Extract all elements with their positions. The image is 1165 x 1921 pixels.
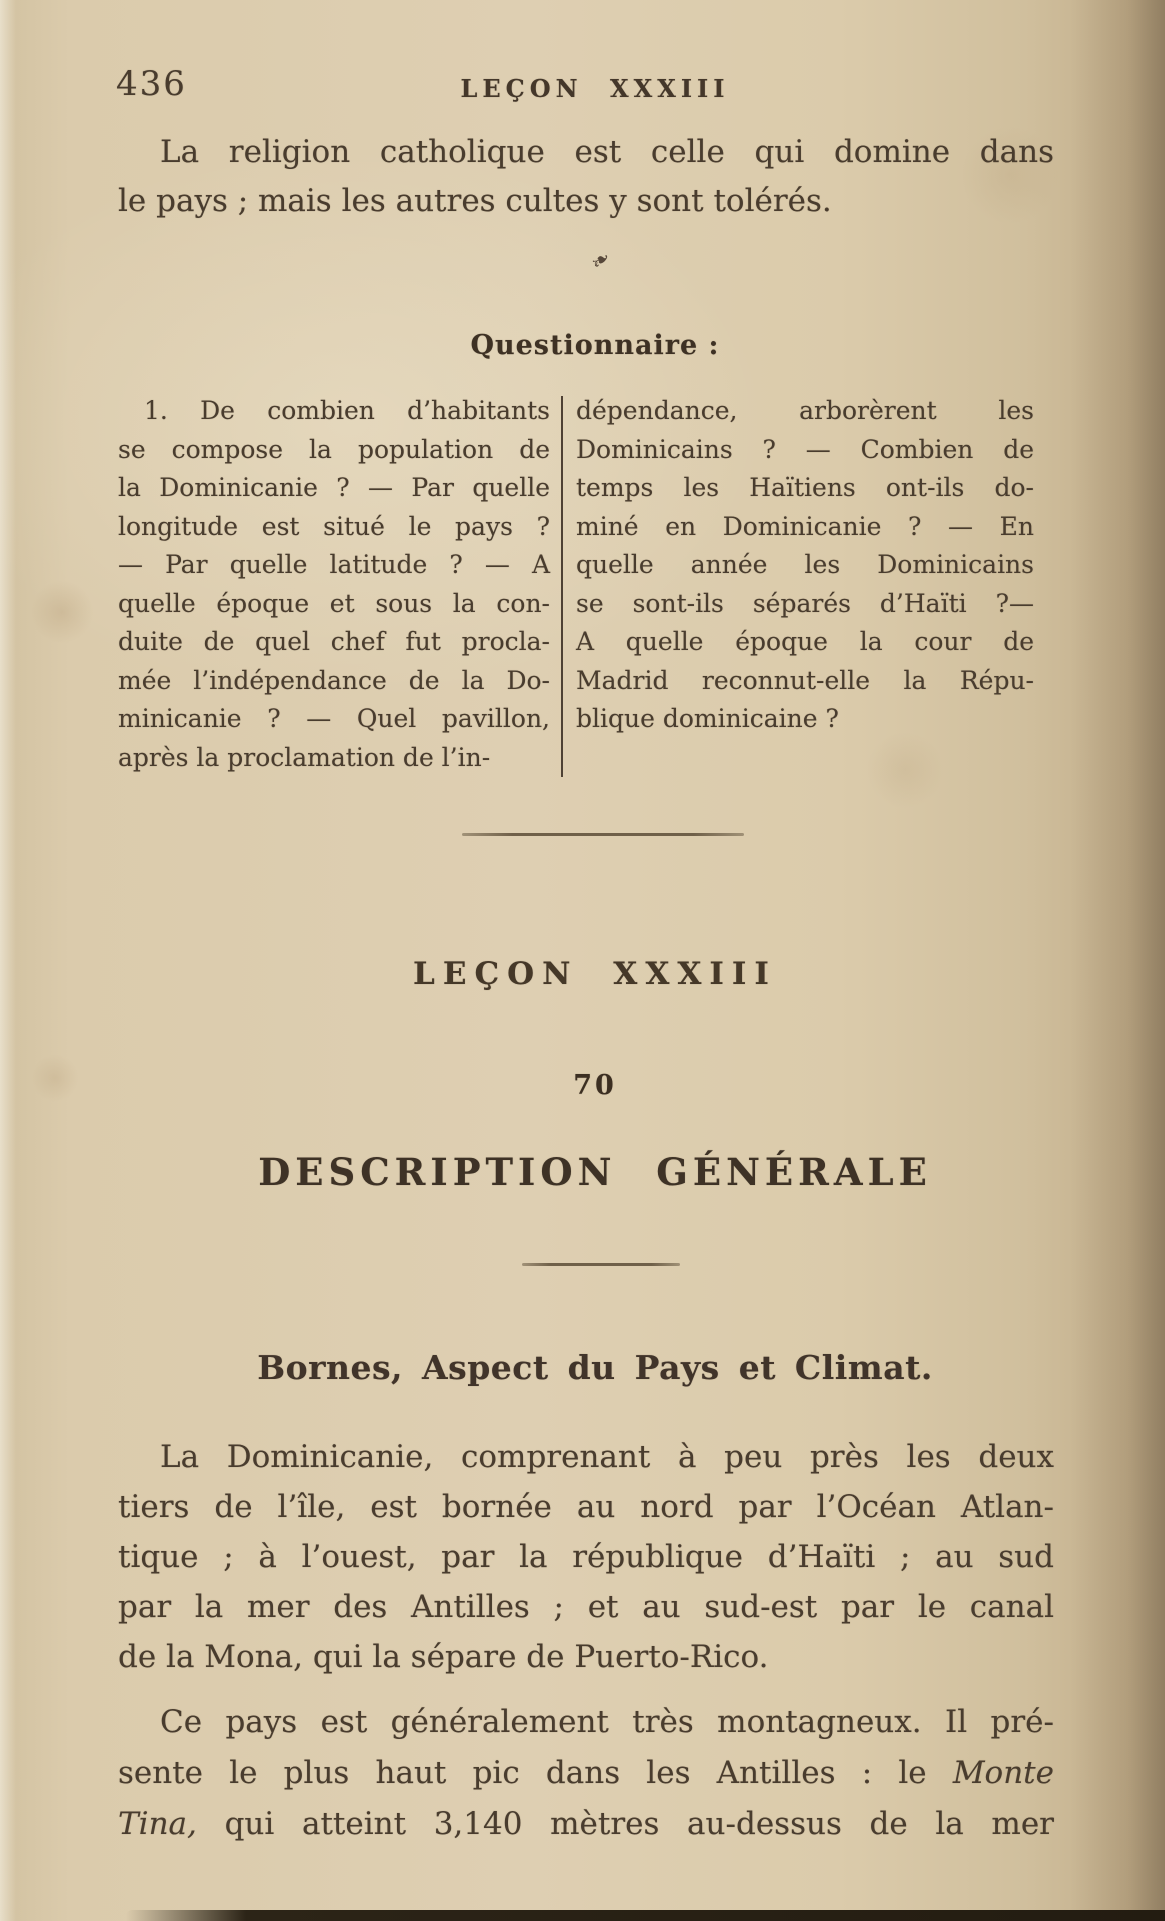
questionnaire-columns: [118, 392, 1034, 777]
text-line: Dominicains ? — Combien de: [576, 434, 1034, 464]
column-divider-rule: [561, 396, 563, 777]
lesson-subtitle: Bornes, Aspect du Pays et Climat.: [257, 1348, 933, 1387]
fleuron-ornament-icon: ❧: [585, 244, 616, 276]
body-paragraph-borders: [118, 1432, 1054, 1682]
text-line: Madrid reconnut-elle la Répu-: [576, 665, 1034, 695]
text-line: tiers de l’île, est bornée au nord par l’Océan Atlan-: [118, 1489, 1054, 1525]
next-page-edge-strip: [126, 1910, 1165, 1921]
text-line: La Dominicanie, comprenant à peu près les deux: [160, 1439, 1054, 1475]
text-line: mée l’indépendance de la Do-: [118, 665, 550, 695]
questionnaire-right-column: [576, 392, 1034, 777]
text-line: 1. De combien d’habitants: [144, 396, 550, 425]
text-line: se compose la population de: [118, 434, 550, 464]
questionnaire-title: Questionnaire :: [470, 330, 720, 361]
page-number: 436: [116, 64, 187, 104]
text-line: se sont-ils séparés d’Haïti ?—: [576, 588, 1034, 618]
italic-text-run: Monte: [952, 1755, 1054, 1791]
running-header: LEÇON XXXIII: [460, 74, 730, 103]
text-line: la Dominicanie ? — Par quelle: [118, 473, 550, 502]
text-run: Ce pays est généralement très montagneux. Il pré-: [160, 1704, 1054, 1740]
text-line: par la mer des Antilles ; et au sud-est par le canal: [118, 1589, 1054, 1625]
text-line: duite de quel chef fut procla-: [118, 627, 550, 656]
questionnaire-left-column: [118, 392, 550, 777]
lesson-heading: LEÇON XXXIII: [413, 956, 777, 992]
text-line: [118, 1748, 1054, 1799]
text-line: dépendance, arborèrent les: [576, 396, 1034, 425]
text-line: [118, 1697, 1054, 1748]
text-line: temps les Haïtiens ont-ils do-: [576, 473, 1034, 502]
section-number: 70: [573, 1070, 617, 1101]
body-paragraph-mountains: [118, 1697, 1054, 1850]
text-line: après la proclamation de l’in-: [118, 742, 491, 772]
section-divider-rule: [462, 833, 744, 836]
italic-text-run: Tina,: [118, 1806, 197, 1842]
text-line: minicanie ? — Quel pavillon,: [118, 704, 550, 733]
page-right-edge-shadow: [1070, 0, 1165, 1921]
text-line: de la Mona, qui la sépare de Puerto-Rico.: [118, 1639, 769, 1675]
intro-paragraph: [118, 128, 1054, 226]
text-line: blique dominicaine ?: [576, 704, 839, 733]
text-line: longitude est situé le pays ?: [118, 511, 550, 541]
text-line: le pays ; mais les autres cultes y sont tolérés.: [118, 183, 832, 219]
text-line: La religion catholique est celle qui domine dans: [160, 134, 1054, 170]
text-run: qui atteint 3,140 mètres au-dessus de la mer: [196, 1806, 1054, 1842]
text-line: quelle année les Dominicains: [576, 550, 1034, 579]
page-left-edge: [0, 0, 16, 1921]
text-line: — Par quelle latitude ? — A: [118, 550, 550, 579]
text-line: quelle époque et sous la con-: [118, 588, 550, 618]
text-line: [118, 1799, 1054, 1850]
text-line: miné en Dominicanie ? — En: [576, 511, 1034, 541]
text-line: tique ; à l’ouest, par la république d’Haïti ; au sud: [118, 1539, 1054, 1575]
text-line: A quelle époque la cour de: [576, 627, 1034, 656]
text-run: sente le plus haut pic dans les Antilles : le: [118, 1755, 953, 1791]
lesson-title: DESCRIPTION GÉNÉRALE: [258, 1150, 932, 1194]
title-divider-rule: [522, 1263, 680, 1266]
